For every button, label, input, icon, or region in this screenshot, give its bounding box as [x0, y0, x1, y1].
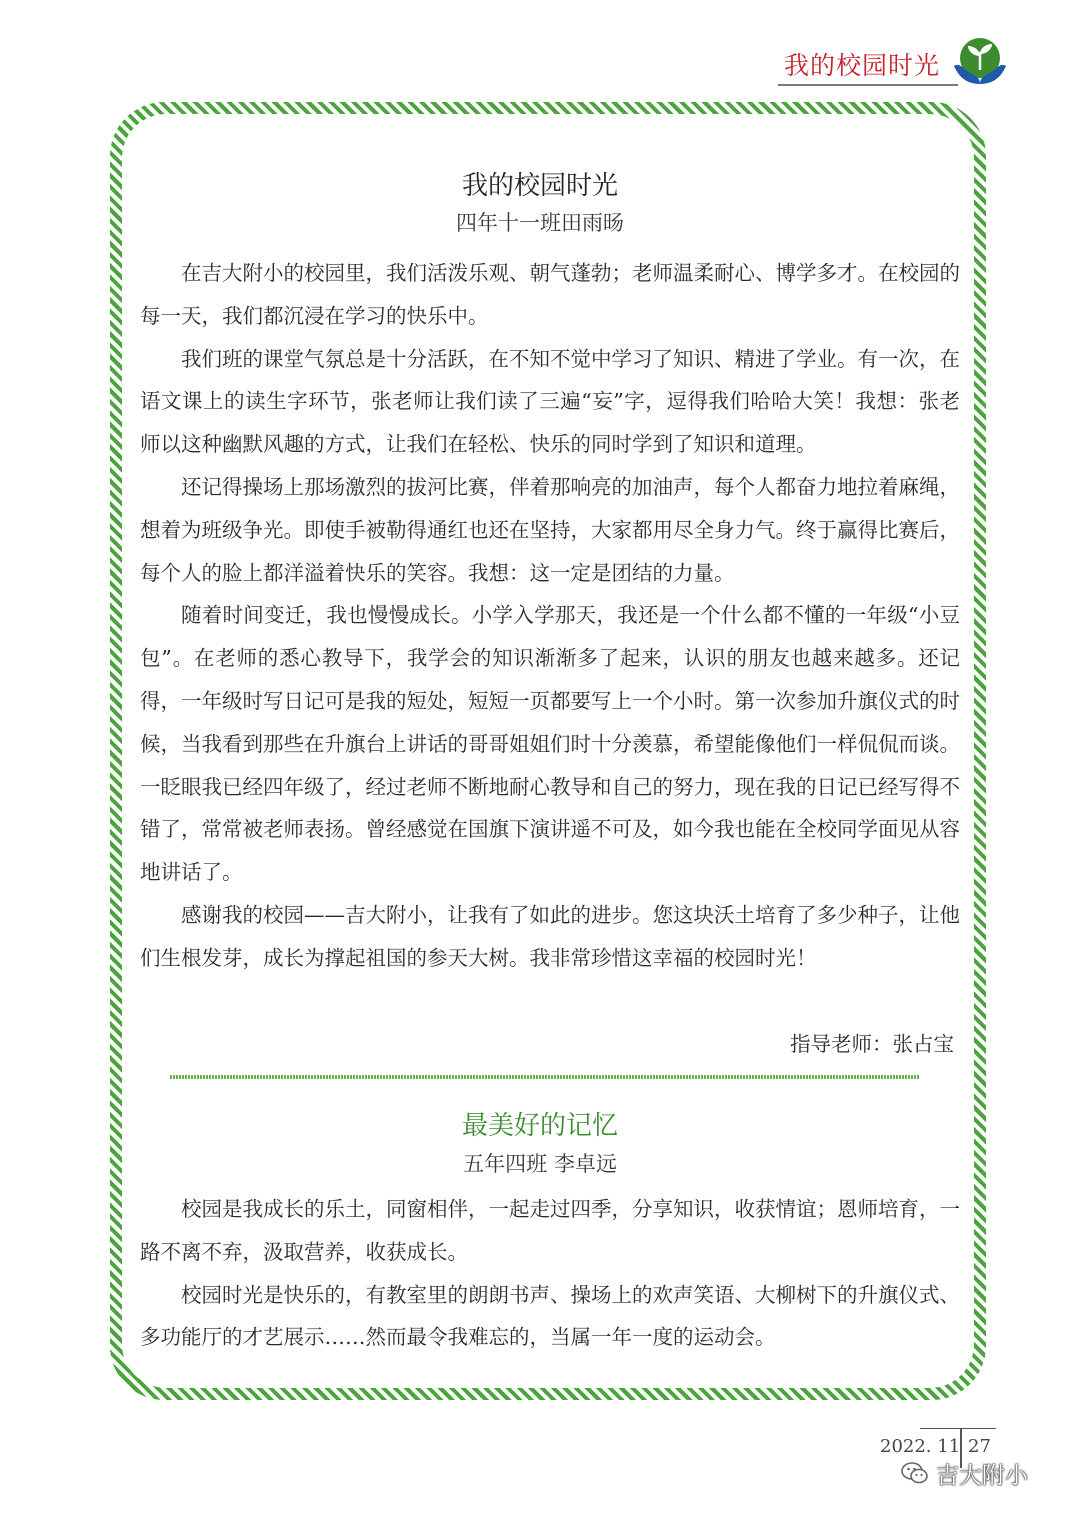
article-2-title: 最美好的记忆: [461, 1111, 618, 1141]
page-number: 27: [968, 1436, 991, 1457]
footer-date: 2022. 11: [880, 1436, 961, 1457]
article-1-author: 四年十一班田雨旸: [456, 211, 624, 235]
article-1-teacher: 指导老师：张占宝: [790, 1031, 954, 1056]
article-2-paragraph: 校园是我成长的乐土，同窗相伴，一起走过四季，分享知识，收获情谊；恩师培育，一路不离不弃，汲取营养，收获成长。: [140, 1197, 960, 1264]
section-divider: [170, 1075, 920, 1079]
article-1: [140, 166, 960, 1064]
article-1-paragraph: 随着时间变迁，我也慢慢成长。小学入学那天，我还是一个什么都不懂的一年级“小豆包”。在老师的悉心教导下，我学会的知识渐渐多了起来，认识的朋友也越来越多。还记得，一年级时写日记可是我的短处，短短一页都要写上一个小时。第一次参加升旗仪式的时候，当我看到那些在升旗台上讲话的哥哥姐姐们时十分羡慕，希望能像他们一样侃侃而谈。一眨眼我已经四年级了，经过老师不断地耐心教导和自己的努力，现在我的日记已经写得不错了，常常被老师表扬。曾经感觉在国旗下演讲遥不可及，如今我也能在全校同学面见从容地讲话了。: [140, 603, 960, 885]
watermark: [900, 1458, 1028, 1488]
article-2: [140, 1106, 960, 1359]
article-2-author: 五年四班 李卓远: [463, 1152, 617, 1176]
article-1-paragraph: 感谢我的校园——吉大附小，让我有了如此的进步。您这块沃土培育了多少种子，让他们生根发芽，成长为撑起祖国的参天大树。我非常珍惜这幸福的校园时光！: [140, 902, 960, 970]
wechat-icon: [900, 1460, 930, 1486]
article-1-title: 我的校园时光: [461, 171, 618, 201]
page-header: [778, 36, 1010, 88]
watermark-text: 吉大附小: [936, 1462, 1028, 1489]
hands-sprout-logo-icon: [950, 36, 1010, 88]
article-1-paragraph: 我们班的课堂气氛总是十分活跃，在不知不觉中学习了知识、精进了学业。有一次，在语文课上的读生字环节，张老师让我们读了三遍“妄”字，逗得我们哈哈大笑！我想：张老师以这种幽默风趣的方式，让我们在轻松、快乐的同时学到了知识和道理。: [140, 346, 960, 457]
article-1-paragraph: 还记得操场上那场激烈的拔河比赛，伴着那响亮的加油声，每个人都奋力地拉着麻绳，想着为班级争光。即使手被勒得通红也还在坚持，大家都用尽全身力气。终于赢得比赛后，每个人的脸上都洋溢着快乐的笑容。我想：这一定是团结的力量。: [140, 474, 960, 585]
footer-rule: [920, 1428, 996, 1429]
article-1-paragraph: 在吉大附小的校园里，我们活泼乐观、朝气蓬勃；老师温柔耐心、博学多才。在校园的每一天，我们都沉浸在学习的快乐中。: [140, 261, 960, 328]
article-2-paragraph: 校园时光是快乐的，有教室里的朗朗书声、操场上的欢声笑语、大柳树下的升旗仪式、多功能厅的才艺展示……然而最令我难忘的，当属一年一度的运动会。: [140, 1282, 960, 1350]
header-rule: [778, 84, 958, 86]
header-title: 我的校园时光: [784, 51, 941, 80]
